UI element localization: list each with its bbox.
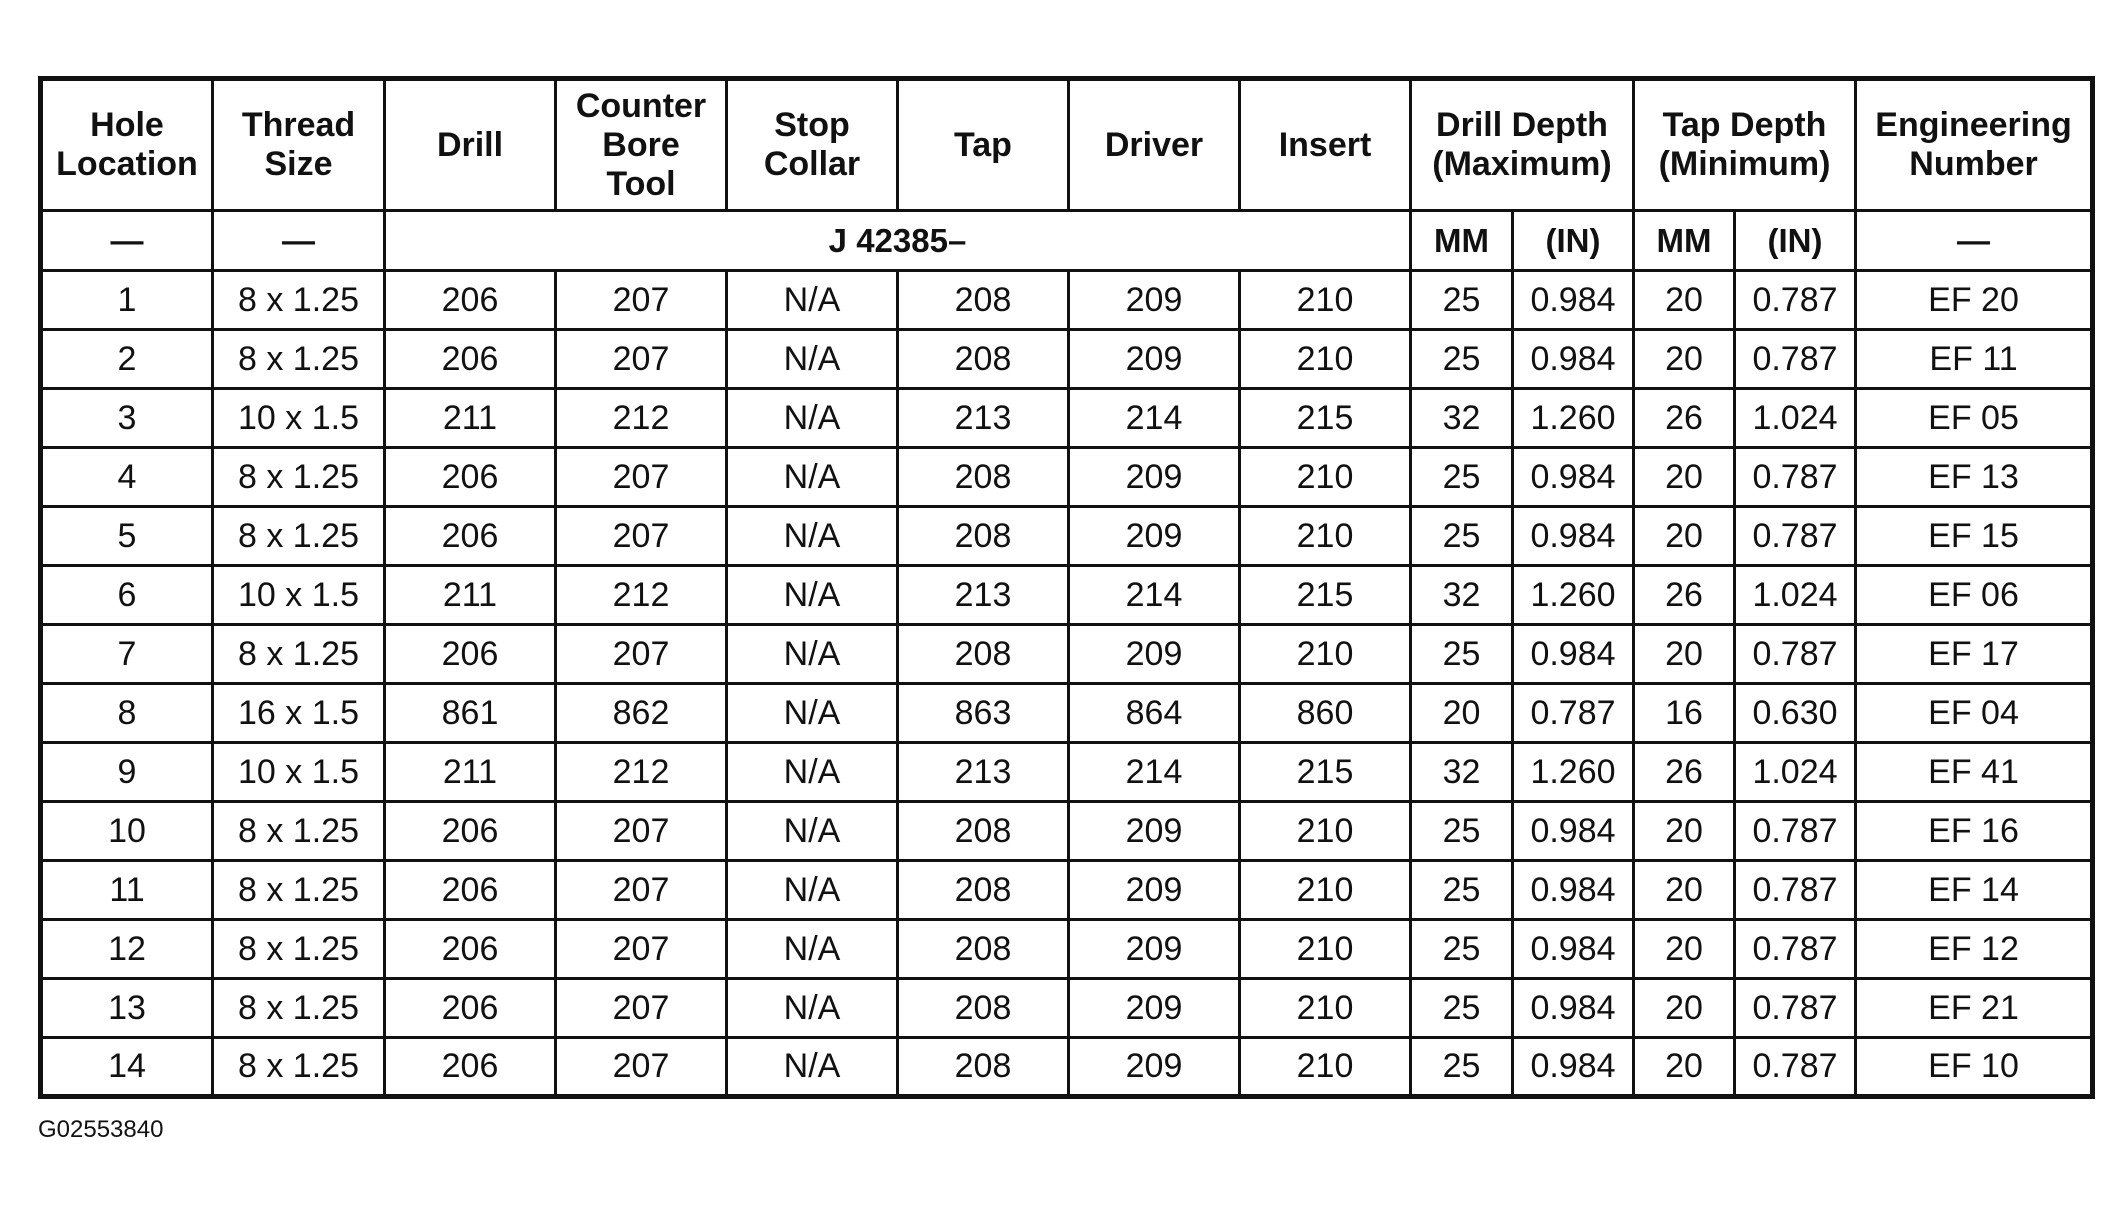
cell-tap-depth-mm: 20 [1634,861,1735,920]
cell-drill: 206 [385,1038,556,1097]
cell-drill-depth-mm: 25 [1411,802,1513,861]
table-row [41,271,2093,330]
cell-drill-depth-in: 0.984 [1513,1038,1634,1097]
cell-tap-depth-in: 1.024 [1735,743,1856,802]
cell-drill: 206 [385,920,556,979]
cell-driver: 209 [1069,979,1240,1038]
cell-drill-depth-in: 1.260 [1513,566,1634,625]
cell-counter-bore-tool: 207 [556,507,727,566]
cell-counter-bore-tool: 207 [556,861,727,920]
cell-stop-collar: N/A [727,271,898,330]
cell-tap-depth-mm: 20 [1634,802,1735,861]
cell-tap-depth-mm: 20 [1634,330,1735,389]
cell-hole-location: 3 [41,389,213,448]
cell-hole-location: 7 [41,625,213,684]
cell-engineering-number: EF 13 [1856,448,2093,507]
cell-stop-collar: N/A [727,979,898,1038]
cell-insert: 860 [1240,684,1411,743]
cell-insert: 210 [1240,330,1411,389]
cell-insert: 210 [1240,802,1411,861]
cell-insert: 210 [1240,1038,1411,1097]
header-driver: Driver [1069,79,1240,211]
cell-tap-depth-in: 0.787 [1735,920,1856,979]
cell-counter-bore-tool: 207 [556,802,727,861]
cell-drill-depth-in: 1.260 [1513,743,1634,802]
cell-counter-bore-tool: 207 [556,330,727,389]
cell-hole-location: 4 [41,448,213,507]
cell-insert: 210 [1240,861,1411,920]
cell-tap-depth-mm: 20 [1634,1038,1735,1097]
cell-drill: 206 [385,861,556,920]
header-drill-depth: Drill Depth (Maximum) [1411,79,1634,211]
cell-hole-location: 5 [41,507,213,566]
table-row [41,979,2093,1038]
cell-drill-depth-mm: 25 [1411,507,1513,566]
cell-drill-depth-in: 0.984 [1513,802,1634,861]
cell-drill: 206 [385,271,556,330]
cell-drill-depth-in: 1.260 [1513,389,1634,448]
table-row [41,861,2093,920]
cell-stop-collar: N/A [727,566,898,625]
cell-thread-size: 8 x 1.25 [213,448,385,507]
cell-engineering-number: EF 15 [1856,507,2093,566]
figure-code: G02553840 [38,1116,164,1143]
spec-table-container [38,76,2090,1099]
cell-tap: 208 [898,507,1069,566]
cell-tap-depth-mm: 20 [1634,625,1735,684]
header-engineering-number: Engineering Number [1856,79,2093,211]
cell-thread-size: 8 x 1.25 [213,271,385,330]
cell-drill-depth-mm: 25 [1411,920,1513,979]
cell-thread-size: 10 x 1.5 [213,389,385,448]
cell-drill: 211 [385,389,556,448]
cell-drill-depth-in: 0.984 [1513,920,1634,979]
table-row [41,566,2093,625]
cell-stop-collar: N/A [727,684,898,743]
cell-drill-depth-mm: 25 [1411,330,1513,389]
subheader-tap-depth-in: (IN) [1735,211,1856,271]
cell-counter-bore-tool: 212 [556,566,727,625]
cell-hole-location: 13 [41,979,213,1038]
cell-driver: 209 [1069,271,1240,330]
cell-engineering-number: EF 11 [1856,330,2093,389]
cell-driver: 209 [1069,1038,1240,1097]
cell-drill-depth-mm: 32 [1411,389,1513,448]
header-tap: Tap [898,79,1069,211]
table-row [41,625,2093,684]
cell-hole-location: 9 [41,743,213,802]
cell-engineering-number: EF 04 [1856,684,2093,743]
cell-thread-size: 8 x 1.25 [213,802,385,861]
cell-tap: 208 [898,920,1069,979]
cell-driver: 209 [1069,448,1240,507]
table-row [41,743,2093,802]
cell-tap-depth-mm: 20 [1634,920,1735,979]
header-hole-location: Hole Location [41,79,213,211]
cell-tap-depth-mm: 16 [1634,684,1735,743]
cell-thread-size: 16 x 1.5 [213,684,385,743]
cell-stop-collar: N/A [727,389,898,448]
cell-engineering-number: EF 16 [1856,802,2093,861]
table-row [41,507,2093,566]
thread-repair-spec-table [38,76,2095,1099]
cell-insert: 215 [1240,566,1411,625]
cell-thread-size: 8 x 1.25 [213,625,385,684]
cell-tap: 213 [898,389,1069,448]
cell-counter-bore-tool: 207 [556,1038,727,1097]
cell-tap: 863 [898,684,1069,743]
cell-drill-depth-in: 0.984 [1513,448,1634,507]
table-body [41,271,2093,1097]
cell-insert: 210 [1240,625,1411,684]
cell-thread-size: 8 x 1.25 [213,1038,385,1097]
cell-tap-depth-mm: 26 [1634,389,1735,448]
cell-thread-size: 8 x 1.25 [213,507,385,566]
cell-hole-location: 14 [41,1038,213,1097]
cell-drill: 206 [385,802,556,861]
cell-tap-depth-in: 1.024 [1735,566,1856,625]
cell-drill: 206 [385,979,556,1038]
cell-insert: 210 [1240,271,1411,330]
cell-thread-size: 8 x 1.25 [213,330,385,389]
cell-tap-depth-mm: 20 [1634,979,1735,1038]
subheader-drill-depth-mm: MM [1411,211,1513,271]
cell-drill-depth-in: 0.984 [1513,979,1634,1038]
cell-drill: 206 [385,330,556,389]
table-row [41,802,2093,861]
cell-drill-depth-mm: 25 [1411,271,1513,330]
cell-tap-depth-in: 0.787 [1735,507,1856,566]
cell-driver: 864 [1069,684,1240,743]
cell-stop-collar: N/A [727,330,898,389]
cell-engineering-number: EF 12 [1856,920,2093,979]
cell-tap: 208 [898,271,1069,330]
cell-tap-depth-in: 0.787 [1735,330,1856,389]
cell-tap-depth-in: 0.787 [1735,1038,1856,1097]
cell-driver: 209 [1069,625,1240,684]
cell-stop-collar: N/A [727,802,898,861]
cell-tap-depth-in: 1.024 [1735,389,1856,448]
cell-tap-depth-in: 0.787 [1735,625,1856,684]
cell-stop-collar: N/A [727,625,898,684]
cell-drill-depth-in: 0.787 [1513,684,1634,743]
cell-hole-location: 1 [41,271,213,330]
cell-drill-depth-in: 0.984 [1513,507,1634,566]
cell-driver: 209 [1069,507,1240,566]
cell-drill: 211 [385,743,556,802]
cell-drill: 211 [385,566,556,625]
table-row [41,920,2093,979]
cell-insert: 215 [1240,389,1411,448]
cell-insert: 210 [1240,920,1411,979]
cell-drill-depth-mm: 25 [1411,1038,1513,1097]
cell-hole-location: 6 [41,566,213,625]
header-counter-bore-tool: Counter Bore Tool [556,79,727,211]
cell-thread-size: 8 x 1.25 [213,920,385,979]
cell-driver: 209 [1069,920,1240,979]
cell-insert: 210 [1240,448,1411,507]
cell-tap: 208 [898,625,1069,684]
cell-drill-depth-mm: 20 [1411,684,1513,743]
cell-tap-depth-mm: 20 [1634,271,1735,330]
table-row [41,448,2093,507]
table-row [41,1038,2093,1097]
cell-drill: 206 [385,448,556,507]
cell-tap: 208 [898,448,1069,507]
cell-engineering-number: EF 06 [1856,566,2093,625]
cell-hole-location: 10 [41,802,213,861]
cell-drill-depth-mm: 25 [1411,861,1513,920]
cell-tap: 213 [898,743,1069,802]
cell-tap-depth-mm: 26 [1634,566,1735,625]
cell-driver: 214 [1069,566,1240,625]
cell-stop-collar: N/A [727,448,898,507]
cell-driver: 209 [1069,330,1240,389]
table-row [41,330,2093,389]
cell-thread-size: 10 x 1.5 [213,566,385,625]
subheader-tool-kit: J 42385– [385,211,1411,271]
header-stop-collar: Stop Collar [727,79,898,211]
cell-tap-depth-in: 0.787 [1735,271,1856,330]
cell-counter-bore-tool: 212 [556,389,727,448]
cell-drill-depth-mm: 25 [1411,979,1513,1038]
subheader-engineering-number: — [1856,211,2093,271]
cell-drill: 861 [385,684,556,743]
cell-counter-bore-tool: 207 [556,625,727,684]
cell-engineering-number: EF 21 [1856,979,2093,1038]
cell-tap-depth-mm: 26 [1634,743,1735,802]
cell-stop-collar: N/A [727,507,898,566]
cell-counter-bore-tool: 207 [556,920,727,979]
cell-thread-size: 8 x 1.25 [213,861,385,920]
cell-drill: 206 [385,625,556,684]
cell-tap: 208 [898,979,1069,1038]
subheader-row [41,211,2093,271]
table-row [41,684,2093,743]
cell-engineering-number: EF 41 [1856,743,2093,802]
cell-tap-depth-in: 0.787 [1735,979,1856,1038]
cell-stop-collar: N/A [727,743,898,802]
cell-tap: 213 [898,566,1069,625]
cell-insert: 210 [1240,979,1411,1038]
cell-drill-depth-mm: 32 [1411,743,1513,802]
cell-tap: 208 [898,1038,1069,1097]
cell-drill-depth-mm: 25 [1411,625,1513,684]
cell-hole-location: 8 [41,684,213,743]
cell-counter-bore-tool: 207 [556,979,727,1038]
cell-drill: 206 [385,507,556,566]
header-drill: Drill [385,79,556,211]
cell-engineering-number: EF 10 [1856,1038,2093,1097]
cell-counter-bore-tool: 207 [556,271,727,330]
cell-counter-bore-tool: 207 [556,448,727,507]
cell-counter-bore-tool: 862 [556,684,727,743]
cell-insert: 215 [1240,743,1411,802]
cell-engineering-number: EF 05 [1856,389,2093,448]
cell-engineering-number: EF 17 [1856,625,2093,684]
header-tap-depth: Tap Depth (Minimum) [1634,79,1856,211]
cell-driver: 214 [1069,389,1240,448]
cell-hole-location: 11 [41,861,213,920]
cell-tap-depth-in: 0.787 [1735,861,1856,920]
cell-engineering-number: EF 20 [1856,271,2093,330]
cell-tap-depth-in: 0.787 [1735,448,1856,507]
cell-counter-bore-tool: 212 [556,743,727,802]
cell-stop-collar: N/A [727,861,898,920]
cell-drill-depth-in: 0.984 [1513,271,1634,330]
cell-insert: 210 [1240,507,1411,566]
cell-drill-depth-in: 0.984 [1513,861,1634,920]
cell-tap: 208 [898,861,1069,920]
cell-driver: 209 [1069,802,1240,861]
cell-tap-depth-mm: 20 [1634,507,1735,566]
cell-tap-depth-mm: 20 [1634,448,1735,507]
cell-tap-depth-in: 0.787 [1735,802,1856,861]
header-insert: Insert [1240,79,1411,211]
subheader-hole-location: — [41,211,213,271]
cell-drill-depth-mm: 25 [1411,448,1513,507]
cell-tap-depth-in: 0.630 [1735,684,1856,743]
cell-stop-collar: N/A [727,1038,898,1097]
subheader-drill-depth-in: (IN) [1513,211,1634,271]
header-row [41,79,2093,211]
cell-stop-collar: N/A [727,920,898,979]
cell-driver: 209 [1069,861,1240,920]
cell-tap: 208 [898,330,1069,389]
cell-hole-location: 12 [41,920,213,979]
cell-drill-depth-in: 0.984 [1513,330,1634,389]
cell-engineering-number: EF 14 [1856,861,2093,920]
cell-thread-size: 8 x 1.25 [213,979,385,1038]
subheader-tap-depth-mm: MM [1634,211,1735,271]
table-row [41,389,2093,448]
subheader-thread-size: — [213,211,385,271]
cell-driver: 214 [1069,743,1240,802]
cell-drill-depth-mm: 32 [1411,566,1513,625]
cell-thread-size: 10 x 1.5 [213,743,385,802]
cell-drill-depth-in: 0.984 [1513,625,1634,684]
header-thread-size: Thread Size [213,79,385,211]
cell-hole-location: 2 [41,330,213,389]
cell-tap: 208 [898,802,1069,861]
